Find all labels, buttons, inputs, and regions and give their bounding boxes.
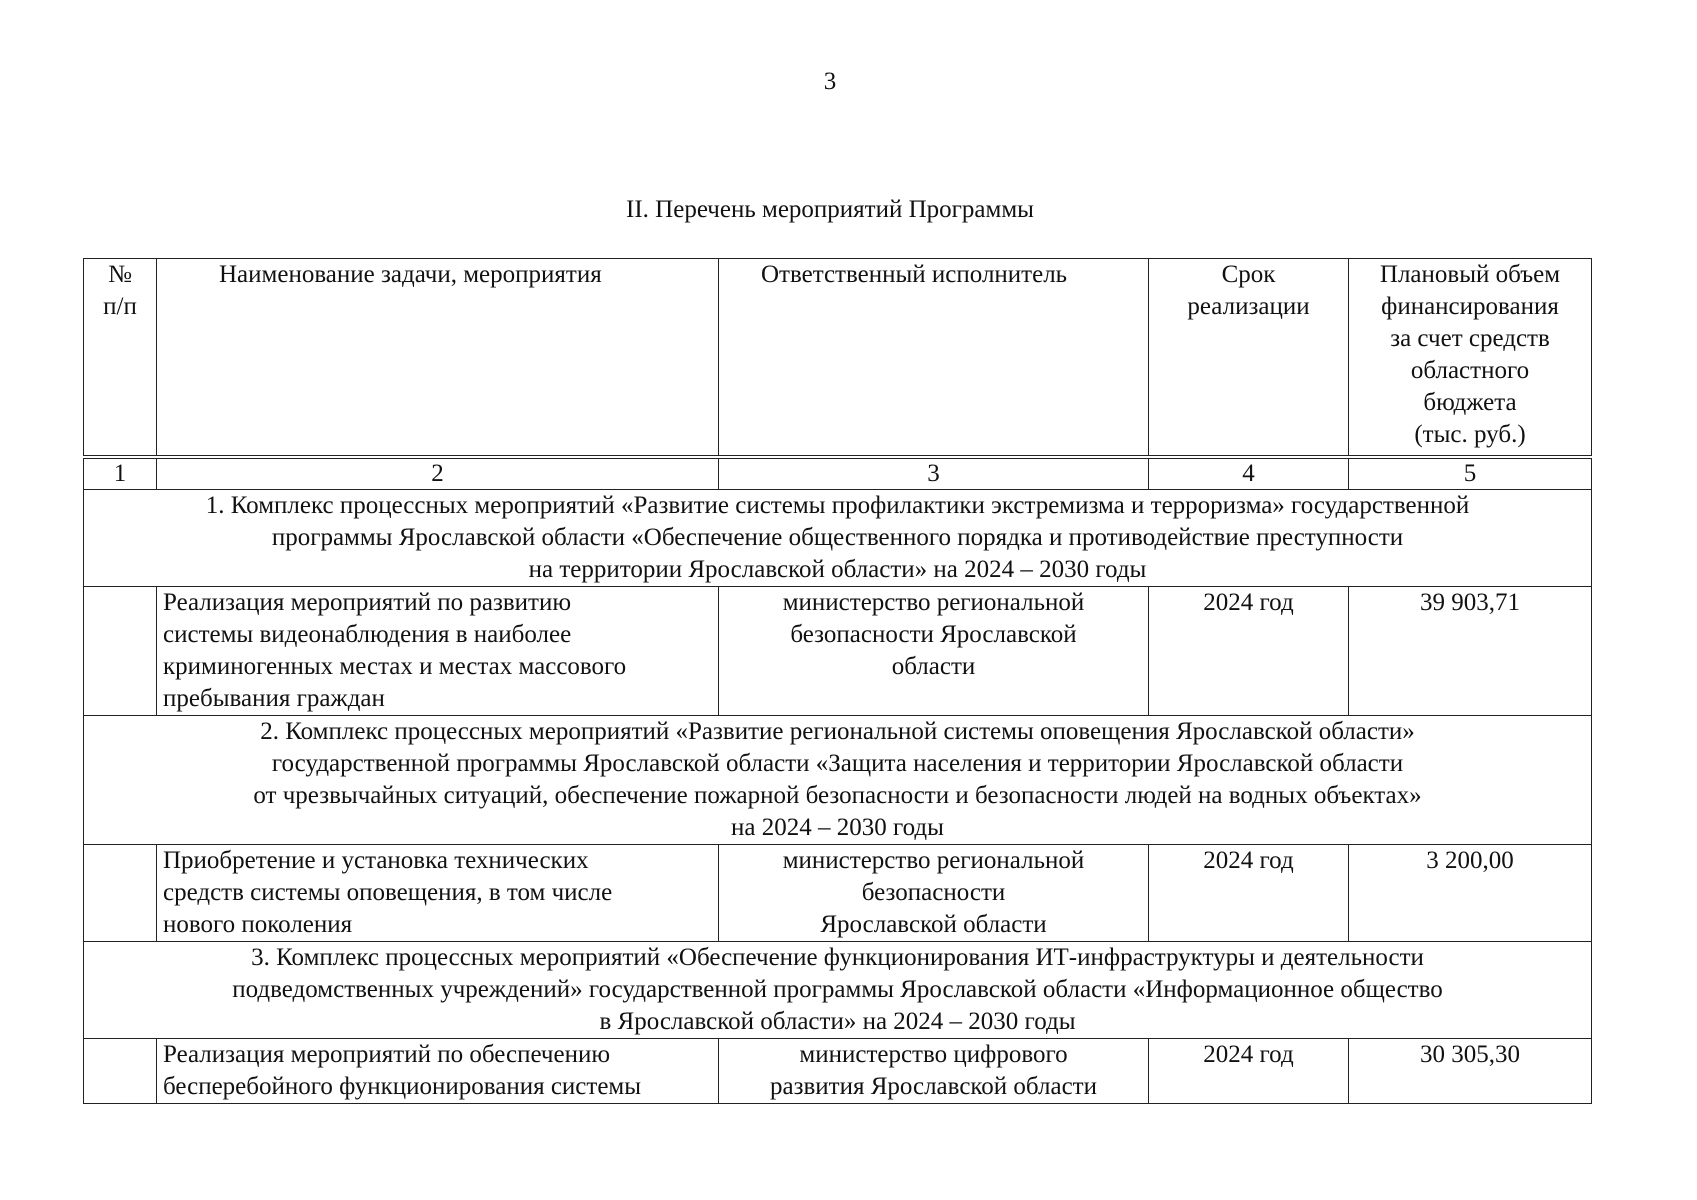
group-title-line: 3. Комплекс процессных мероприятий «Обеспечение функционирования ИТ-инфраструктуры и деятельности bbox=[251, 944, 1424, 971]
column-number: 3 bbox=[719, 457, 1149, 490]
item-name bbox=[157, 845, 719, 942]
table-row bbox=[84, 1039, 1592, 1104]
item-executor-line: Ярославской области bbox=[820, 911, 1047, 938]
item-name bbox=[157, 587, 719, 716]
item-executor bbox=[719, 845, 1149, 942]
table-row bbox=[84, 845, 1592, 942]
header-term bbox=[1149, 259, 1349, 458]
group-row bbox=[84, 942, 1592, 1039]
item-name-line: системы видеонаблюдения в наиболее bbox=[163, 621, 572, 648]
group-row bbox=[84, 716, 1592, 845]
item-sum: 30 305,30 bbox=[1349, 1039, 1592, 1104]
column-number: 5 bbox=[1349, 457, 1592, 490]
item-num bbox=[84, 587, 157, 716]
group-title-line: на 2024 – 2030 годы bbox=[731, 814, 944, 841]
table-header-row bbox=[84, 259, 1592, 458]
item-executor-line: министерство региональной bbox=[782, 847, 1085, 874]
section-title: II. Перечень мероприятий Программы bbox=[626, 196, 1034, 223]
header-term-line: Срок bbox=[1221, 261, 1276, 288]
item-executor-line: безопасности bbox=[861, 879, 1006, 906]
item-sum: 39 903,71 bbox=[1349, 587, 1592, 716]
item-num bbox=[84, 1039, 157, 1104]
group-title bbox=[84, 716, 1592, 845]
header-sum bbox=[1349, 259, 1592, 458]
item-executor-line: области bbox=[891, 653, 976, 680]
header-sum-line: областного bbox=[1410, 357, 1530, 384]
column-number-row bbox=[84, 457, 1592, 490]
group-row bbox=[84, 490, 1592, 587]
header-num bbox=[84, 259, 157, 458]
group-title-line: подведомственных учреждений» государственной программы Ярославской области «Информационное общество bbox=[232, 976, 1443, 1003]
item-name-line: бесперебойного функционирования системы bbox=[163, 1073, 642, 1100]
group-title-line: в Ярославской области» на 2024 – 2030 годы bbox=[599, 1008, 1076, 1035]
group-title-line: 2. Комплекс процессных мероприятий «Развитие региональной системы оповещения Ярославской области» bbox=[260, 718, 1415, 745]
item-term: 2024 год bbox=[1149, 587, 1349, 716]
page-number: 3 bbox=[823, 68, 837, 95]
group-title bbox=[84, 942, 1592, 1039]
header-executor: Ответственный исполнитель bbox=[719, 259, 1149, 458]
group-title-line: программы Ярославской области «Обеспечение общественного порядка и противодействие преступности bbox=[271, 524, 1404, 551]
header-name: Наименование задачи, мероприятия bbox=[157, 259, 719, 458]
group-title-line: от чрезвычайных ситуаций, обеспечение пожарной безопасности и безопасности людей на водных объектах» bbox=[253, 782, 1422, 809]
item-executor bbox=[719, 1039, 1149, 1104]
item-term: 2024 год bbox=[1149, 845, 1349, 942]
item-name-line: Приобретение и установка технических bbox=[163, 847, 589, 874]
header-sum-line: за счет средств bbox=[1390, 325, 1550, 352]
item-executor-line: развития Ярославской области bbox=[769, 1073, 1097, 1100]
column-number: 4 bbox=[1149, 457, 1349, 490]
header-num-line: п/п bbox=[103, 293, 137, 320]
item-name-line: Реализация мероприятий по развитию bbox=[163, 589, 571, 616]
header-sum-line: Плановый объем bbox=[1379, 261, 1561, 288]
item-name-line: Реализация мероприятий по обеспечению bbox=[163, 1041, 611, 1068]
item-executor-line: безопасности Ярославской bbox=[790, 621, 1077, 648]
item-name-line: пребывания граждан bbox=[163, 685, 385, 712]
group-title-line: на территории Ярославской области» на 2024 – 2030 годы bbox=[528, 556, 1147, 583]
column-number: 1 bbox=[84, 457, 157, 490]
table-row bbox=[84, 587, 1592, 716]
header-num-line: № bbox=[108, 261, 132, 288]
header-sum-line: (тыс. руб.) bbox=[1414, 421, 1526, 448]
item-executor-line: министерство региональной bbox=[782, 589, 1085, 616]
header-term-line: реализации bbox=[1187, 293, 1310, 320]
group-title bbox=[84, 490, 1592, 587]
item-sum: 3 200,00 bbox=[1349, 845, 1592, 942]
item-term: 2024 год bbox=[1149, 1039, 1349, 1104]
header-sum-line: финансирования bbox=[1381, 293, 1559, 320]
item-name-line: средств системы оповещения, в том числе bbox=[163, 879, 613, 906]
item-name-line: криминогенных местах и местах массового bbox=[163, 653, 627, 680]
group-title-line: государственной программы Ярославской области «Защита населения и территории Ярославской области bbox=[271, 750, 1404, 777]
header-sum-line: бюджета bbox=[1423, 389, 1517, 416]
item-executor-line: министерство цифрового bbox=[799, 1041, 1068, 1068]
group-title-line: 1. Комплекс процессных мероприятий «Развитие системы профилактики экстремизма и терроризма» государственной bbox=[205, 492, 1470, 519]
item-name bbox=[157, 1039, 719, 1104]
program-activities-table bbox=[83, 258, 1592, 1104]
item-name-line: нового поколения bbox=[163, 911, 353, 938]
item-num bbox=[84, 845, 157, 942]
column-number: 2 bbox=[157, 457, 719, 490]
item-executor bbox=[719, 587, 1149, 716]
